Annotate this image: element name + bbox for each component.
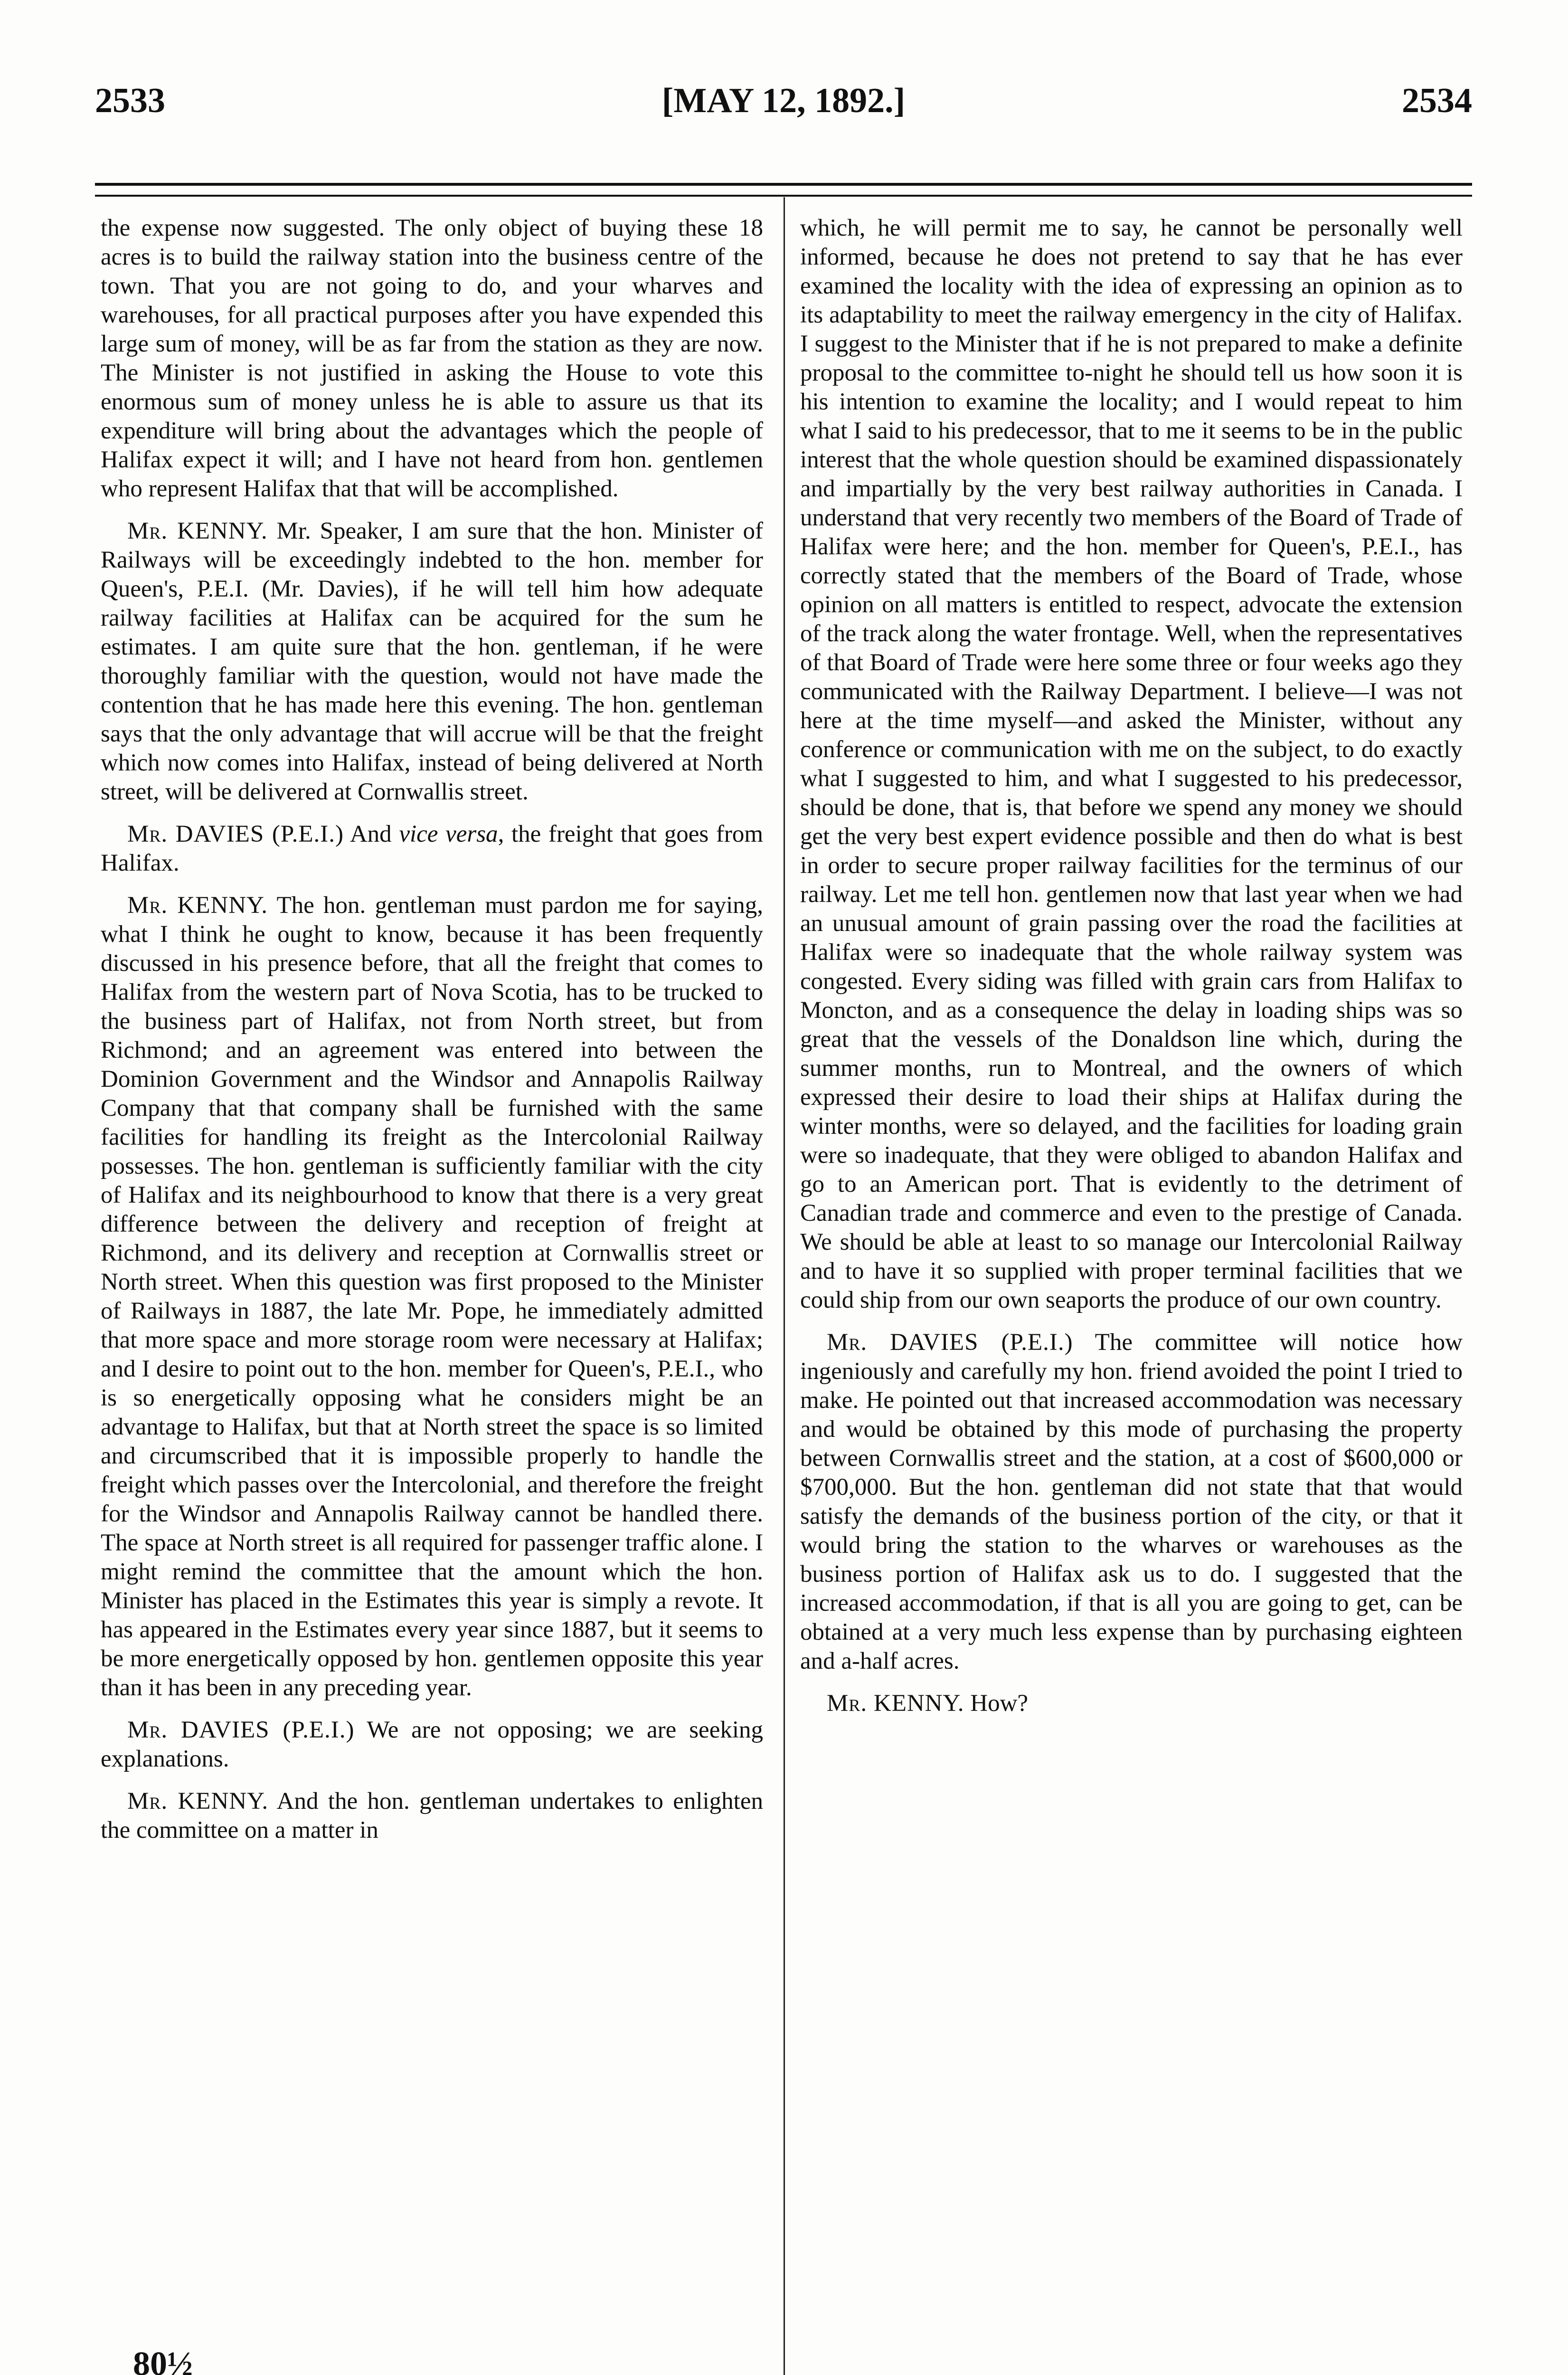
- speech-text: How?: [970, 1690, 1029, 1717]
- speaker-name: Mr. DAVIES (P.E.I.): [127, 821, 344, 847]
- speaker-name: Mr. KENNY.: [127, 518, 268, 544]
- speech-paragraph: [101, 1787, 763, 1845]
- speaker-name: Mr. KENNY.: [827, 1690, 964, 1717]
- page-date: [MAY 12, 1892.]: [661, 81, 906, 120]
- speech-paragraph: [101, 517, 763, 807]
- page-number-right: 2534: [1402, 81, 1472, 120]
- italic-phrase: vice versa: [399, 821, 498, 847]
- speech-text: Mr. Speaker, I am sure that the hon. Minister of Railways will be exceedingly indebted to the hon. member for Queen's, P.E.I. (Mr. Davies), if he will tell him how adequate railway facilities at Halifax can be acquired for the sum he estimates. I am quite sure that the hon. gentleman, if he were thoroughly familiar with the question, would not have made the contention that he has made here this evening. The hon. gentleman says that the only advantage that will accrue will be that the freight which now comes into Halifax, instead of being delivered at North street, will be delivered at Cornwallis street.: [101, 518, 764, 805]
- paragraph: which, he will permit me to say, he cannot be personally well informed, because he does not pretend to say that he has ever examined the locality with the idea of expressing an opinion as to its adaptability to meet the railway emergency in the city of Halifax. I suggest to the Minister that if he is not prepared to make a definite proposal to the committee to-night he should tell us how soon it is his intention to examine the locality; and I would repeat to him what I said to his predecessor, that to me it seems to be in the public interest that the whole question should be examined dispassionately and impartially by the very best railway authorities in Canada. I understand that very recently two members of the Board of Trade of Halifax were here; and the hon. member for Queen's, P.E.I., has correctly stated that the members of the Board of Trade, whose opinion on all matters is entitled to respect, advocate the extension of the track along the water frontage. Well, when the representatives of that Board of Trade were here some three or four weeks ago they communicated with the Railway Department. I believe—I was not here at the time myself—and asked the Minister, without any conference or communication with me on the subject, to do exactly what I suggested to him, and what I suggested to his predecessor, should be done, that is, that before we spend any money we should get the very best expert evidence possible and then do what is best in order to secure proper railway facilities for the terminus of our railway. Let me tell hon. gentlemen now that last year when we had an unusual amount of grain passing over the road the facilities at Halifax were so inadequate that the whole railway system was congested. Every siding was filled with grain cars from Halifax to Moncton, and as a consequence the delay in loading ships was so great that the vessels of the Donaldson line which, during the summer months, run to Montreal, and the owners of which expressed their desire to load their ships at Halifax during the winter months, were so delayed, and the facilities for loading grain were so inadequate, that they were obliged to abandon Halifax and go to an American port. That is evidently to the detriment of Canadian trade and commerce and even to the prestige of Canada. We should be able at least to so manage our Intercolonial Railway and to have it so supplied with proper terminal facilities that we could ship from our own seaports the produce of our own country.: [800, 215, 1463, 1313]
- speaker-name: Mr. DAVIES (P.E.I.): [827, 1329, 1073, 1356]
- speech-paragraph: [800, 1689, 1463, 1718]
- page-number-left: 2533: [95, 81, 165, 120]
- signature-mark: 80½: [133, 2345, 193, 2375]
- speech-paragraph: [800, 1328, 1463, 1676]
- page-header: [95, 81, 1472, 138]
- header-rule-thin: [95, 195, 1472, 197]
- speech-paragraph: [101, 1716, 763, 1774]
- speech-text: And: [349, 821, 392, 847]
- speech-text: The committee will notice how ingeniously and carefully my hon. friend avoided the point I tried to make. He pointed out that increased accommodation was necessary and would be obtained by this mode of purchasing the property between Cornwallis street and the station, at a cost of $600,000 or $700,000. But the hon. gentleman did not state that that would satisfy the demands of the business portion of the city, or that it would bring the station to the wharves or warehouses as the business portion of Halifax ask us to do. I suggested that the increased accommodation, if that is all you are going to get, can be obtained at a very much less expense than by purchasing eighteen and a-half acres.: [800, 1329, 1463, 1674]
- speech-paragraph: [101, 820, 763, 878]
- column-divider: [784, 197, 785, 2375]
- speech-text: , the freight that goes from Halifax.: [101, 821, 764, 876]
- speech-text: And the hon. gentleman undertakes to enlighten the committee on a matter in: [101, 1788, 763, 1843]
- paragraph: the expense now suggested. The only object of buying these 18 acres is to build the railway station into the business centre of the town. That you are not going to do, and your wharves and warehouses, for all practical purposes after you have expended this large sum of money, will be as far from the station as they are now. The Minister is not justified in asking the House to vote this enormous sum of money unless he is able to assure us that its expenditure will bring about the advantages which the people of Halifax expect it will; and I have not heard from hon. gentlemen who represent Halifax that that will be accomplished.: [101, 215, 763, 502]
- speaker-name: Mr. KENNY.: [127, 892, 268, 919]
- left-column: [101, 214, 763, 1858]
- speech-text: The hon. gentleman must pardon me for saying, what I think he ought to know, because it has been frequently discussed in his presence before, that all the freight that comes to Halifax from the western part of Nova Scotia, has to be trucked to the business part of Halifax, not from North street, but from Richmond; and an agreement was entered into between the Dominion Government and the Windsor and Annapolis Railway Company that that company shall be furnished with the same facilities for handling its freight as the Intercolonial Railway possesses. The hon. gentleman is sufficiently familiar with the city of Halifax and its neighbourhood to know that there is a very great difference between the delivery and reception of freight at Richmond, and its delivery and reception at Cornwallis street or North street. When this question was first proposed to the Minister of Railways in 1887, the late Mr. Pope, he immediately admitted that more space and more storage room were necessary at Halifax; and I desire to point out to the hon. member for Queen's, P.E.I., who is so energetically opposing what he considers might be an advantage to Halifax, but that at North street the space is so limited and circumscribed that it is impossible properly to handle the freight which passes over the Intercolonial, and therefore the freight for the Windsor and Annapolis Railway cannot be handled there. The space at North street is all required for passenger traffic alone. I might remind the committee that the amount which the hon. Minister has placed in the Estimates this year is simply a revote. It has appeared in the Estimates every year since 1887, but it seems to be more energetically opposed by hon. gentlemen opposite this year than it has been in any preceding year.: [101, 892, 763, 1701]
- speech-text: We are not opposing; we are seeking explanations.: [101, 1717, 763, 1772]
- speaker-name: Mr. DAVIES (P.E.I.): [127, 1717, 355, 1743]
- speech-paragraph: [101, 891, 763, 1702]
- speaker-name: Mr. KENNY.: [127, 1788, 269, 1814]
- right-column: [800, 214, 1463, 1731]
- header-rule-thick: [95, 183, 1472, 186]
